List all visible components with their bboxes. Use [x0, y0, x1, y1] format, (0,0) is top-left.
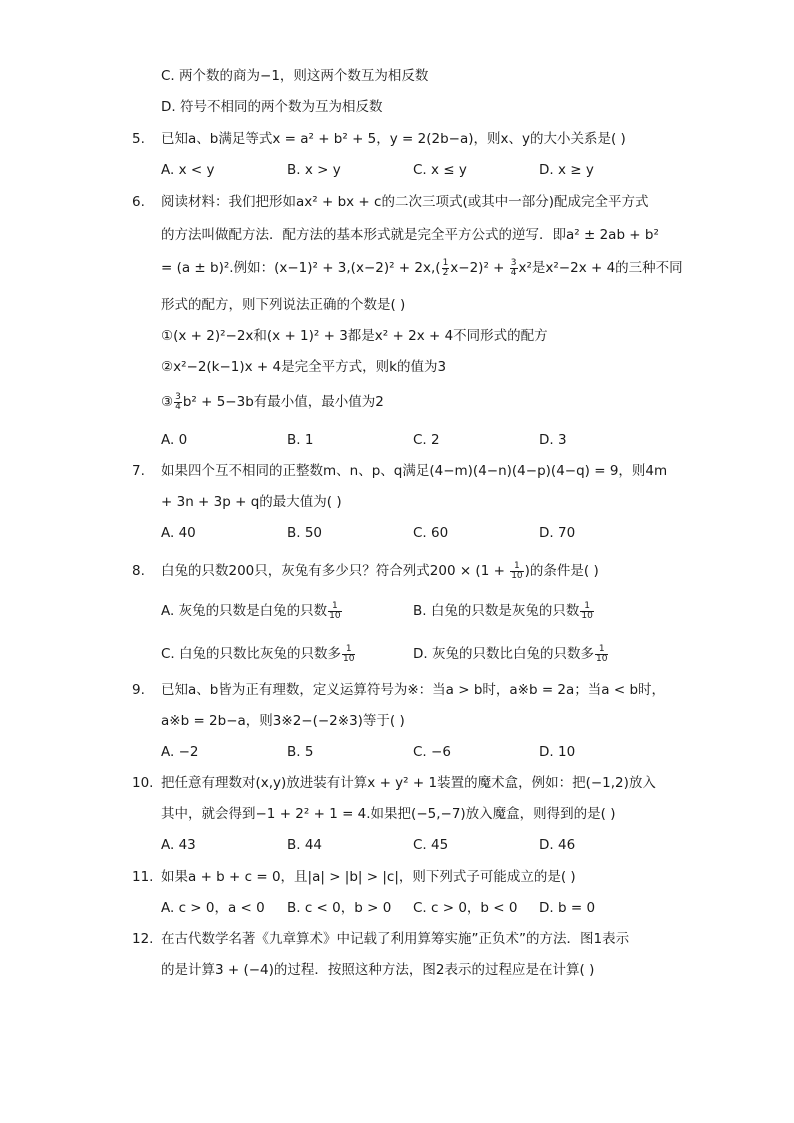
option-d: D. 10 — [539, 744, 576, 760]
option-c: C. 2 — [413, 432, 440, 448]
fraction-denominator: 4 — [175, 401, 181, 412]
fraction — [174, 393, 182, 412]
question-stem-line-1: 如果四个互不相同的正整数m、n、p、q满足(4−m)(4−n)(4−p)(4−q) = 9，则4m — [161, 463, 668, 479]
text-segment: x²是x²−2x + 4的三种不同 — [518, 260, 683, 276]
option-c-q4: C. 两个数的商为−1，则这两个数互为相反数 — [161, 68, 429, 84]
fraction-numerator: 1 — [595, 645, 608, 655]
option-c — [161, 644, 356, 664]
option-c: C. −6 — [413, 744, 451, 760]
statement-2: ②x²−2(k−1)x + 4是完全平方式，则k的值为3 — [161, 359, 447, 375]
fraction-denominator: 10 — [343, 653, 355, 664]
text-segment: = (a ± b)².例如：(x−1)² + 3,(x−2)² + 2x,( — [161, 260, 441, 276]
question-stem-line-2: 的方法叫做配方法．配方法的基本形式就是完全平方公式的逆写．即a² ± 2ab + b² — [161, 227, 659, 243]
option-c: C. 60 — [413, 525, 449, 541]
question-stem-line-1: 阅读材料：我们把形如ax² + bx + c的二次三项式(或其中一部分)配成完全平方式 — [161, 194, 649, 210]
question-number: 8. — [132, 563, 145, 579]
text-segment: ③ — [161, 394, 174, 410]
fraction-denominator: 2 — [442, 267, 449, 278]
fraction-numerator: 1 — [342, 645, 355, 655]
question-stem: 已知a、b满足等式x = a² + b² + 5，y = 2(2b−a)，则x、y的大小关系是( ) — [161, 131, 626, 147]
text-segment: b² + 5−3b有最小值，最小值为2 — [182, 394, 384, 410]
fraction — [510, 562, 523, 581]
fraction — [442, 259, 450, 278]
option-a: A. c > 0，a < 0 — [161, 900, 265, 916]
option-d: D. 3 — [539, 432, 567, 448]
question-stem-line-2: 的是计算3 + (−4)的过程．按照这种方法，图2表示的过程应是在计算( ) — [161, 962, 595, 978]
option-a: A. 43 — [161, 837, 196, 853]
option-d-q4: D. 符号不相同的两个数为互为相反数 — [161, 99, 383, 115]
fraction — [595, 645, 608, 664]
question-stem-line-3 — [161, 258, 683, 278]
question-number: 11. — [132, 869, 154, 885]
option-b: B. 44 — [287, 837, 323, 853]
option-a: A. −2 — [161, 744, 199, 760]
fraction-numerator: 1 — [580, 602, 593, 612]
statement-3 — [161, 392, 384, 412]
fraction-numerator: 1 — [328, 602, 341, 612]
fraction-numerator: 1 — [442, 257, 449, 268]
text-segment: )的条件是( ) — [524, 563, 599, 579]
fraction-numerator: 3 — [510, 257, 517, 268]
question-stem-line-1: 在古代数学名著《九章算术》中记载了利用算筹实施”正负术”的方法．图1表示 — [161, 931, 630, 947]
question-number: 12. — [132, 931, 154, 947]
question-stem-line-1: 已知a、b皆为正有理数，定义运算符号为※：当a > b时，a※b = 2a；当a < b时， — [161, 682, 666, 698]
fraction-denominator: 4 — [510, 267, 517, 278]
fraction-denominator: 10 — [581, 610, 593, 621]
fraction — [580, 602, 593, 621]
option-text: C. 白兔的只数比灰兔的只数多 — [161, 646, 342, 662]
text-segment: 白兔的只数200只，灰兔有多少只？符合列式200 × (1 + — [161, 563, 510, 579]
question-stem-line-2: + 3n + 3p + q的最大值为( ) — [161, 494, 342, 510]
option-text: B. 白兔的只数是灰兔的只数 — [413, 603, 580, 619]
fraction-denominator: 10 — [329, 610, 341, 621]
text-segment: x−2)² + — [450, 260, 509, 276]
fraction-numerator: 3 — [175, 391, 181, 402]
question-number: 6. — [132, 194, 145, 210]
option-c: C. c > 0，b < 0 — [413, 900, 518, 916]
question-stem — [161, 561, 599, 581]
option-a: A. 40 — [161, 525, 196, 541]
option-d: D. 70 — [539, 525, 576, 541]
fraction-denominator: 10 — [595, 653, 608, 664]
option-d: D. b = 0 — [539, 900, 596, 916]
fraction-denominator: 10 — [511, 570, 523, 581]
question-number: 9. — [132, 682, 145, 698]
option-b — [413, 601, 595, 621]
question-stem-line-2: 其中，就会得到−1 + 2² + 1 = 4.如果把(−5,−7)放入魔盒，则得到的是( ) — [161, 806, 616, 822]
question-stem-line-4: 形式的配方，则下列说法正确的个数是( ) — [161, 297, 406, 313]
question-stem: 如果a + b + c = 0，且|a| > |b| > |c|，则下列式子可能成立的是( ) — [161, 869, 576, 885]
fraction — [328, 602, 341, 621]
option-d: D. 46 — [539, 837, 576, 853]
option-b: B. 1 — [287, 432, 314, 448]
option-b: B. 50 — [287, 525, 323, 541]
fraction — [342, 645, 355, 664]
question-stem-line-2: a※b = 2b−a，则3※2−(−2※3)等于( ) — [161, 713, 405, 729]
option-c: C. x ≤ y — [413, 162, 467, 178]
question-stem-line-1: 把任意有理数对(x,y)放进装有计算x + y² + 1装置的魔术盒，例如：把(−1,2)放入 — [161, 775, 656, 791]
question-number: 10. — [132, 775, 154, 791]
question-number: 7. — [132, 463, 145, 479]
option-c: C. 45 — [413, 837, 449, 853]
option-text: D. 灰兔的只数比白兔的只数多 — [413, 646, 594, 662]
question-number: 5. — [132, 131, 145, 147]
fraction — [510, 259, 518, 278]
option-a: A. x < y — [161, 162, 215, 178]
option-a — [161, 601, 343, 621]
option-a: A. 0 — [161, 432, 188, 448]
option-b: B. x > y — [287, 162, 341, 178]
option-b: B. 5 — [287, 744, 314, 760]
statement-1: ①(x + 2)²−2x和(x + 1)² + 3都是x² + 2x + 4不同形式的配方 — [161, 328, 548, 344]
fraction-numerator: 1 — [510, 562, 523, 572]
option-text: A. 灰兔的只数是白兔的只数 — [161, 603, 328, 619]
option-d — [413, 644, 609, 664]
option-d: D. x ≥ y — [539, 162, 594, 178]
option-b: B. c < 0，b > 0 — [287, 900, 392, 916]
